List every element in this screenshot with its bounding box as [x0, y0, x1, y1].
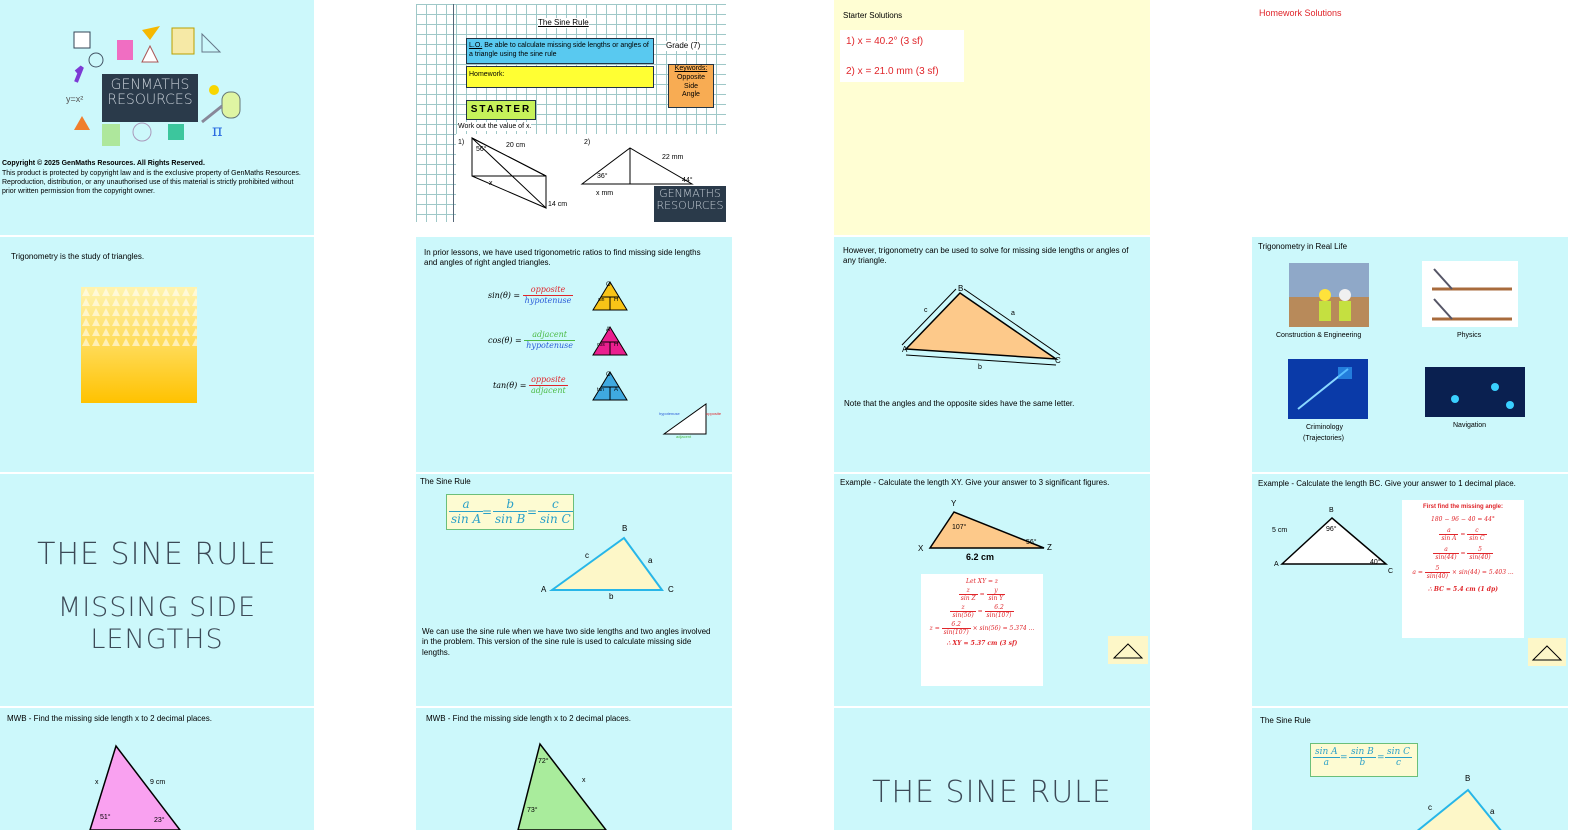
cos-lhs: cos(θ) = [488, 335, 522, 345]
ex1-w2d2: sin Y [988, 595, 1004, 602]
ex1-vertex-z: Z [1047, 543, 1052, 552]
sr-sinc: sin C [540, 512, 571, 526]
copyright-body: This product is protected by copyright law and is the exclusive property of GenMaths Resources. Reproduction, distribution, or any unauthorised use of this material is strictly prohibited without prior written permission from the copyright owner. [2, 170, 301, 196]
right-triangle-diagram [662, 402, 708, 436]
sr2-c: c [1396, 758, 1402, 768]
worksheet-slide[interactable] [416, 4, 726, 222]
keyword-2: Side [683, 82, 698, 90]
sin-lhs: sin(θ) = [488, 290, 521, 300]
worksheet-logo-line2: RESOURCES [656, 198, 724, 212]
logo-line1: GENMATHS [110, 77, 190, 93]
mwb1-slide[interactable] [0, 708, 314, 830]
sin-tri-o: O [606, 282, 611, 288]
sine-rule2-title: The Sine Rule [1260, 716, 1311, 725]
sr2-side-a: a [1490, 807, 1495, 816]
sin-tri-h: H [614, 297, 619, 303]
mwb1-x: x [95, 779, 99, 786]
worksheet-logo [654, 186, 726, 222]
sr-vertex-b: B [622, 524, 628, 533]
title2-line1: THE SINE RULE [872, 775, 1112, 810]
starter-solutions-box [840, 30, 964, 82]
any-vertex-a: A [902, 345, 908, 354]
prior-lessons-slide[interactable] [416, 237, 732, 472]
triangle-icon-2[interactable] [1528, 638, 1566, 666]
physics-image [1422, 261, 1518, 327]
title-slide-missing-sides[interactable] [0, 474, 314, 706]
starter-solutions-title: Starter Solutions [843, 11, 903, 20]
cos-num: adjacent [524, 330, 575, 341]
ex1-w5: ∴ XY = 5.37 cm (3 sf) [946, 640, 1018, 647]
q1-top-side: 20 cm [506, 142, 526, 149]
ex1-w4d: sin(107) [943, 629, 969, 636]
real-life-construction: Construction & Engineering [1276, 332, 1362, 339]
cos-den: hypotenuse [526, 341, 573, 351]
sr-a: a [449, 497, 483, 512]
ex2-w1: 180 − 96 − 40 = 44° [1431, 516, 1495, 523]
ex2-w2n: a [1439, 527, 1458, 535]
starter-instruction: Work out the value of x. [458, 123, 532, 130]
triangle-pattern-image [81, 287, 197, 403]
q1-angle: 56° [476, 146, 487, 153]
trig-study-slide[interactable] [0, 237, 314, 472]
q2-angle2: 44° [682, 177, 693, 184]
logo-line2: RESOURCES [107, 91, 193, 108]
sine-rule-slide-2[interactable] [1252, 708, 1568, 830]
any-triangle-text: However, trigonometry can be used to solve for missing side lengths or angles of any triangle. [843, 246, 1129, 266]
sr2-sina: sin A [1315, 747, 1338, 757]
sr-side-a: a [648, 556, 653, 565]
genmaths-logo [102, 74, 198, 122]
sr2-side-c: c [1428, 803, 1432, 812]
ex1-vertex-y: Y [951, 499, 957, 508]
mwb2-slide[interactable] [416, 708, 732, 830]
sr-vertex-c: C [668, 585, 674, 594]
mwb2-angle1: 72° [538, 758, 549, 765]
q2-x: x mm [596, 190, 614, 197]
mwb1-side: 9 cm [150, 779, 166, 786]
tan-lhs: tan(θ) = [493, 380, 527, 390]
example-xy-slide[interactable] [834, 474, 1150, 706]
tan-tri-a: A [614, 387, 619, 393]
worksheet-logo-line1: GENMATHS [659, 187, 721, 200]
starter-banner: STARTER [466, 100, 536, 120]
ex2-w3n: a [1433, 546, 1458, 554]
sin-formula [488, 285, 573, 307]
sr-side-b: b [609, 592, 614, 601]
ex2-w2d: sin A [1441, 535, 1457, 542]
ex1-w3n: z [950, 604, 975, 612]
lo-box [466, 38, 654, 64]
example-bc-working: First find the missing angle: 180 − 96 − 40 = 44° $\frac{a}{\text{sin A}}$ = $\frac{c}{\text{sin C}}$ $\frac{a}{\sin(44)}$ = $\frac{5}{\sin(40)}$ a = $\frac{5}{\sin(40)}$ × sin(44) = 5.403 ... ∴ BC = 5.4 cm (1 dp) [1402, 500, 1524, 638]
ex1-w2d: sin Z [960, 595, 976, 602]
cos-tri-cos: cos [597, 342, 605, 348]
ex2-w4n: 5 [1425, 565, 1450, 573]
sr-side-c: c [585, 551, 589, 560]
any-side-b: b [978, 364, 982, 371]
ex2-w4: × sin(44) = 5.403 ... [1451, 569, 1514, 576]
tan-formula [493, 375, 568, 397]
ex2-side: 5 cm [1272, 527, 1288, 534]
title-line2: MISSING SIDE LENGTHS [57, 592, 257, 655]
sine-rule-slide[interactable] [416, 474, 732, 706]
sr-sinb: sin B [495, 512, 526, 526]
ex2-w2n2: c [1467, 527, 1486, 535]
real-life-criminology: Criminology [1306, 424, 1343, 431]
grade-label: Grade (7) [666, 41, 701, 50]
svg-text:y=x²: y=x² [66, 94, 84, 104]
ex2-w3n2: 5 [1467, 546, 1492, 554]
sr2-sinc: sin C [1387, 747, 1411, 757]
ex1-w2n: z [959, 587, 978, 595]
any-triangle-slide[interactable] [834, 237, 1150, 472]
example-xy-title: Example - Calculate the length XY. Give your answer to 3 significant figures. [840, 478, 1110, 487]
ex2-vertex-a: A [1274, 561, 1279, 568]
any-vertex-c: C [1055, 356, 1061, 365]
tan-tri-tan: tan [597, 387, 604, 393]
sine-rule-title: The Sine Rule [420, 477, 471, 486]
ex1-vertex-x: X [918, 544, 924, 553]
ex2-w2d2: sin C [1469, 535, 1485, 542]
sr-sina: sin A [451, 512, 482, 526]
title-slide-2[interactable] [834, 708, 1150, 830]
sr-b: b [493, 497, 527, 512]
lo-text: Be able to calculate missing side lengths or angles of a triangle using the sine rule [469, 42, 649, 59]
ex2-w0: First find the missing angle: [1422, 504, 1503, 510]
ex2-w4d: sin(40) [1426, 573, 1448, 580]
ex1-w3d: sin(56) [952, 612, 974, 619]
keywords-label: Keywords: [674, 65, 708, 72]
homework-label: Homework: [469, 71, 505, 78]
sin-den: hypotenuse [524, 296, 572, 306]
starter-solutions-slide[interactable] [834, 0, 1150, 235]
ex1-side: 6.2 cm [966, 552, 995, 562]
ex2-w3d: sin(44) [1435, 554, 1457, 561]
ex1-w4n: 6.2 [942, 621, 971, 629]
sr2-a: a [1323, 758, 1330, 768]
homework-solutions-title: Homework Solutions [1259, 8, 1342, 18]
keywords-box [668, 64, 714, 108]
keyword-1: Opposite [676, 73, 706, 81]
example-bc-slide[interactable] [1252, 474, 1568, 706]
mwb1-angle2: 23° [154, 817, 165, 824]
sine-rule2-triangle [1412, 786, 1502, 830]
any-vertex-b: B [958, 284, 964, 293]
q2-side: 22 mm [662, 154, 684, 161]
prior-lessons-text: In prior lessons, we have used trigonometric ratios to find missing side lengths and angles of right angled triangles. [424, 248, 701, 268]
ex1-w4l: z = [929, 625, 940, 632]
starter-solution-1: 1) x = 40.2° (3 sf) [846, 36, 924, 47]
cover-slide[interactable] [0, 0, 314, 235]
ex1-w3n2: 6.2 [985, 604, 1014, 612]
mwb2-x: x [582, 777, 586, 784]
any-side-a: a [1011, 310, 1015, 317]
ex2-w5: ∴ BC = 5.4 cm (1 dp) [1427, 586, 1499, 593]
keyword-3: Angle [682, 91, 700, 99]
copyright-title: Copyright © 2025 GenMaths Resources. All Rights Reserved. [2, 160, 205, 167]
ex1-angle-y: 107° [952, 524, 967, 531]
sr-vertex-a: A [541, 585, 547, 594]
sine-rule2-formula: $\frac{\text{sin A}}{a}$ = $\frac{\text{sin B}}{b}$ = $\frac{\text{sin C}}{c}$ [1310, 743, 1418, 777]
real-life-slide[interactable] [1252, 237, 1568, 472]
homework-box [466, 66, 654, 88]
cos-formula [488, 330, 575, 352]
q2-angle1: 36° [597, 173, 608, 180]
title-line1: THE SINE RULE [37, 537, 277, 572]
label-opposite: opposite [706, 411, 722, 416]
starter-solution-2: 2) x = 21.0 mm (3 sf) [846, 66, 939, 77]
cos-tri-a: A [606, 327, 611, 333]
mwb2-triangle [514, 740, 614, 830]
lo-label: L.O. [469, 42, 483, 49]
mwb2-title: MWB - Find the missing side length x to 2 decimal places. [426, 714, 631, 723]
tan-num: opposite [529, 375, 568, 386]
sin-tri-sin: sin [598, 297, 605, 303]
ex1-w3d2: sin(107) [986, 612, 1012, 619]
triangle-icon[interactable] [1108, 636, 1148, 664]
ex1-w1: Let XY = z [965, 578, 999, 585]
ex1-w2n2: y [987, 587, 1006, 595]
any-side-c: c [924, 307, 928, 314]
cos-tri-h: H [614, 342, 619, 348]
q2-number: 2) [584, 139, 591, 146]
real-life-navigation: Navigation [1453, 422, 1487, 429]
construction-image [1289, 263, 1369, 327]
ex2-w3d2: sin(40) [1469, 554, 1491, 561]
real-life-physics: Physics [1457, 332, 1482, 339]
example-bc-title: Example - Calculate the length BC. Give your answer to 1 decimal place. [1258, 479, 1516, 488]
sr-c: c [538, 497, 573, 512]
mwb1-title: MWB - Find the missing side length x to 2 decimal places. [7, 714, 212, 723]
ex2-vertex-b: B [1329, 507, 1334, 514]
real-life-title: Trigonometry in Real Life [1258, 242, 1348, 251]
any-triangle-note: Note that the angles and the opposite sides have the same letter. [844, 399, 1075, 408]
q1-x-label: x [489, 180, 493, 187]
sr2-sinb: sin B [1351, 747, 1374, 757]
ex2-w4l: a = [1412, 569, 1423, 576]
tan-tri-o: O [606, 372, 611, 378]
worksheet-title: The Sine Rule [538, 18, 589, 27]
q1-side: 14 cm [548, 201, 568, 208]
ex1-w4: × sin(56) = 5.374 ... [972, 625, 1035, 632]
sine-rule-text: We can use the sine rule when we have two side lengths and two angles involved in the problem. This version of the sine rule is used to calculate missing side lengths. [422, 627, 711, 657]
ex2-vertex-c: C [1388, 568, 1394, 575]
sin-num: opposite [523, 285, 574, 296]
ex2-angle-c: 40° [1370, 559, 1381, 566]
ex1-angle-z: 56° [1026, 539, 1037, 546]
triangle-abc-diagram [900, 287, 1064, 369]
mwb2-angle2: 73° [527, 807, 538, 814]
tan-den: adjacent [531, 386, 566, 396]
label-hypotenuse: hypotenuse [659, 411, 680, 416]
criminology-image [1288, 359, 1368, 419]
svg-text:π: π [212, 121, 223, 140]
q1-number: 1) [458, 139, 465, 146]
navigation-image [1425, 367, 1525, 417]
mwb1-angle1: 51° [100, 814, 111, 821]
sine-rule-formula: $\frac{a}{\text{sin A}}$ = $\frac{b}{\text{sin B}}$ = $\frac{c}{\text{sin C}}$ [446, 494, 574, 530]
example-xy-working: Let XY = z $\frac{z}{\text{sin Z}}$ = $\frac{y}{\text{sin Y}}$ $\frac{z}{\sin(56)}$ = $\frac{6.2}{\sin(107)}$ z = $\frac{6.2}{\sin(107)}$ × sin(56) = 5.374 ... ∴ XY = 5.37 cm (3 sf) [921, 574, 1043, 686]
real-life-trajectories: (Trajectories) [1303, 435, 1344, 442]
label-adjacent: adjacent [676, 434, 692, 439]
sr2-b: b [1359, 758, 1366, 768]
trig-study-text: Trigonometry is the study of triangles. [11, 252, 145, 261]
sr2-vertex-b: B [1465, 774, 1471, 783]
ex2-angle-b: 96° [1326, 526, 1337, 533]
